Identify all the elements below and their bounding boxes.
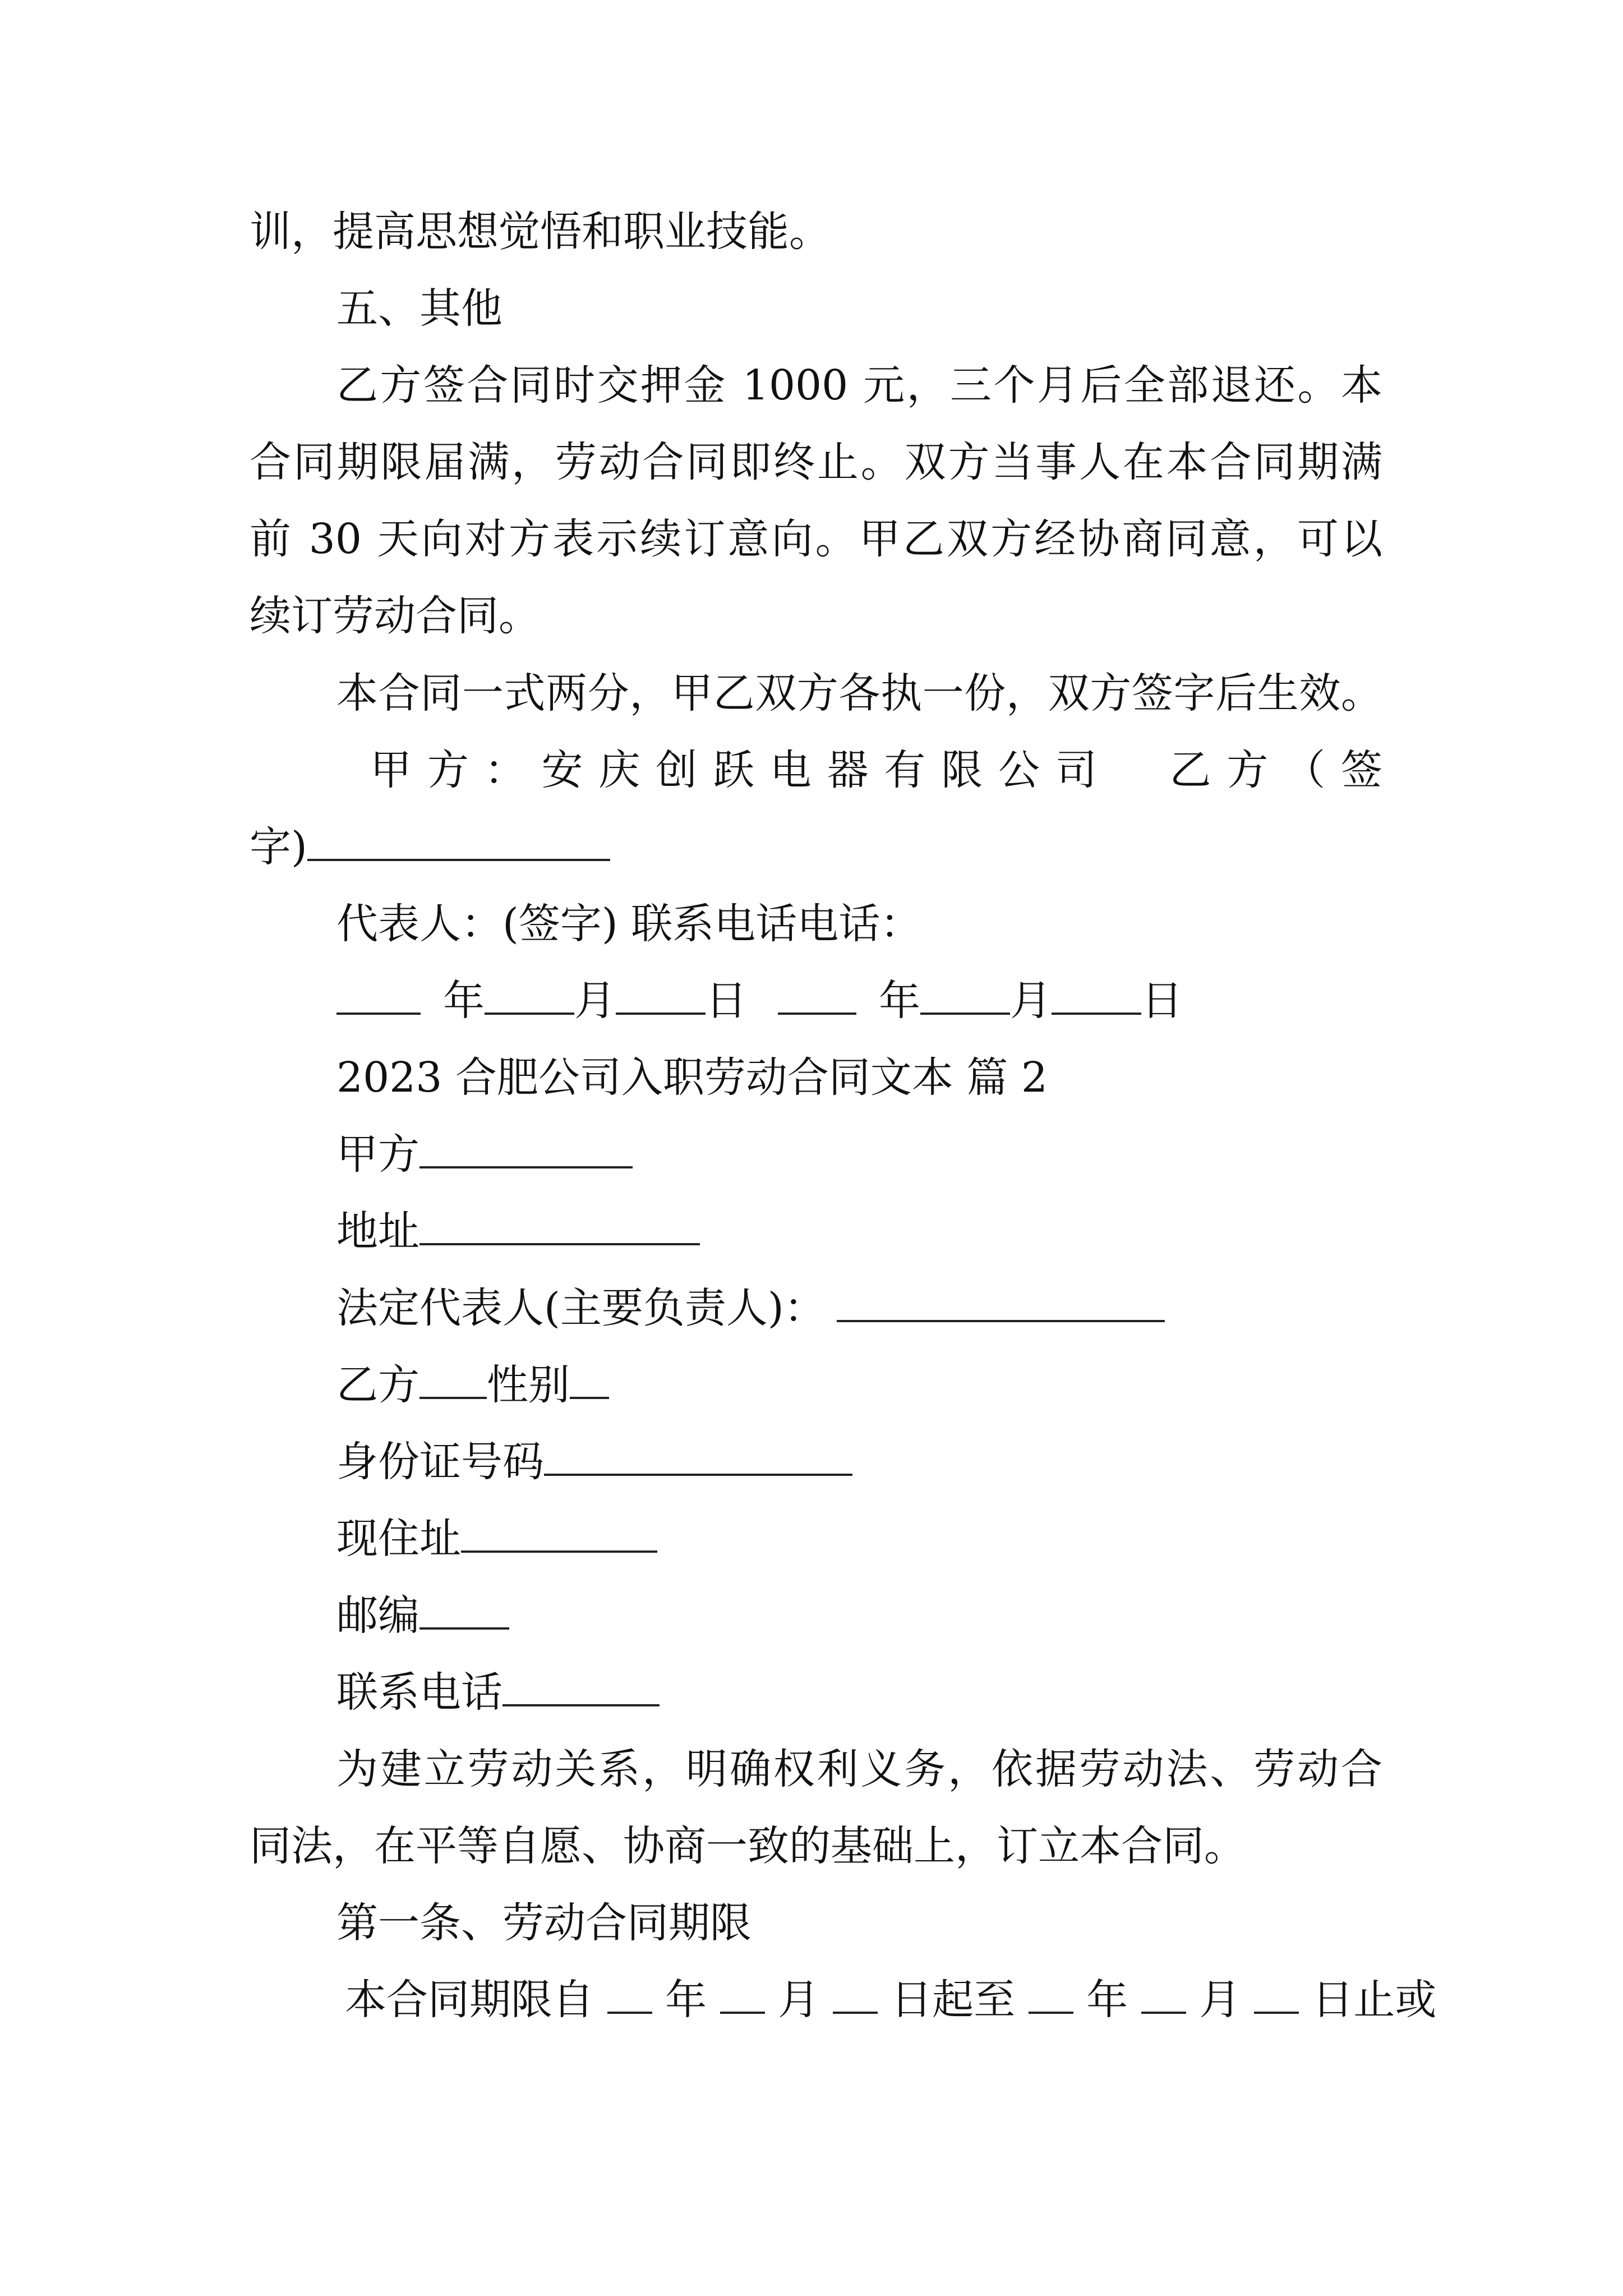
- current-address-field: [336, 1513, 1382, 1564]
- postcode-field: [336, 1590, 1382, 1641]
- party-a-blank: [419, 1129, 633, 1168]
- address-field: [336, 1206, 1382, 1257]
- end-year-blank: [1029, 1975, 1073, 2014]
- document-subtitle: 2023 合肥公司入职劳动合同文本 篇 2: [336, 1053, 1048, 1102]
- postcode-label: 邮编: [336, 1591, 419, 1640]
- legal-representative-blank: [837, 1283, 1165, 1322]
- term-text: 月: [778, 1976, 820, 2024]
- phone-field: [336, 1667, 1382, 1718]
- day-label: 日: [706, 977, 747, 1025]
- party-b-field: [336, 1360, 1382, 1410]
- year-label: 年: [443, 977, 485, 1025]
- article-heading: 第一条、劳动合同期限: [336, 1899, 751, 1947]
- party-b-blank: [419, 1360, 487, 1399]
- day-label: 日: [1141, 977, 1183, 1025]
- id-number-blank: [544, 1437, 852, 1476]
- signature-label: 字): [250, 823, 307, 871]
- term-text: 日起至: [891, 1976, 1016, 2024]
- contract-term-line: [345, 1975, 1437, 2025]
- year-label: 年: [879, 977, 920, 1025]
- term-text: 日止或: [1312, 1976, 1437, 2024]
- paragraph-line: 续订劳动合同。: [250, 592, 540, 640]
- current-address-blank: [461, 1513, 657, 1553]
- paragraph-line: 本合同一式两分，甲乙双方各执一份，双方签字后生效。: [336, 669, 1382, 717]
- gender-blank: [570, 1360, 609, 1399]
- term-text: 年: [1086, 1976, 1128, 2024]
- phone-blank: [502, 1667, 660, 1706]
- date-line: [336, 976, 1382, 1026]
- address-blank: [419, 1206, 700, 1245]
- start-day-blank: [833, 1975, 878, 2014]
- signature-party-line: 甲方：安庆创跃电器有限公司 乙方（签: [370, 746, 1382, 794]
- start-month-blank: [720, 1975, 765, 2014]
- paragraph-line: 合同期限届满，劳动合同即终止。双方当事人在本合同期满: [250, 438, 1382, 486]
- end-day-blank: [1254, 1975, 1299, 2014]
- term-text: 月: [1199, 1976, 1241, 2024]
- month-label: 月: [574, 977, 616, 1025]
- id-number-field: [336, 1437, 1382, 1487]
- section-heading: 五、其他: [336, 284, 502, 333]
- address-label: 地址: [336, 1207, 419, 1255]
- paragraph-line: 乙方签合同时交押金 1000 元，三个月后全部退还。本: [336, 361, 1382, 409]
- start-year-blank: [607, 1975, 652, 2014]
- paragraph-line: 同法，在平等自愿、协商一致的基础上，订立本合同。: [250, 1822, 1246, 1870]
- month-blank: [920, 976, 1010, 1015]
- term-text: 年: [665, 1976, 707, 2024]
- gender-label: 性别: [487, 1361, 570, 1409]
- day-blank: [1052, 976, 1141, 1015]
- day-blank: [616, 976, 706, 1015]
- phone-label: 联系电话: [336, 1668, 502, 1717]
- id-number-label: 身份证号码: [336, 1438, 544, 1486]
- party-b-label: 乙方: [336, 1361, 419, 1409]
- party-a-field: [336, 1129, 1382, 1180]
- postcode-blank: [419, 1590, 509, 1630]
- paragraph-line: 训，提高思想觉悟和职业技能。: [250, 208, 831, 256]
- year-blank: [778, 976, 856, 1015]
- current-address-label: 现住址: [336, 1515, 461, 1563]
- year-blank: [336, 976, 421, 1015]
- party-a-label: 甲方: [336, 1130, 419, 1179]
- legal-representative-label: 法定代表人(主要负责人)：: [336, 1284, 826, 1332]
- month-blank: [485, 976, 574, 1015]
- term-text: 本合同期限自: [345, 1976, 594, 2024]
- month-label: 月: [1010, 977, 1052, 1025]
- legal-representative-field: [336, 1283, 1382, 1333]
- paragraph-line: 为建立劳动关系，明确权利义务，依据劳动法、劳动合: [336, 1745, 1382, 1793]
- signature-blank: [307, 822, 610, 861]
- paragraph-line: 前 30 天向对方表示续订意向。甲乙双方经协商同意，可以: [250, 515, 1382, 563]
- end-month-blank: [1141, 1975, 1186, 2014]
- signature-line: [250, 822, 1382, 872]
- representative-line: 代表人：(签字) 联系电话电话：: [336, 900, 922, 948]
